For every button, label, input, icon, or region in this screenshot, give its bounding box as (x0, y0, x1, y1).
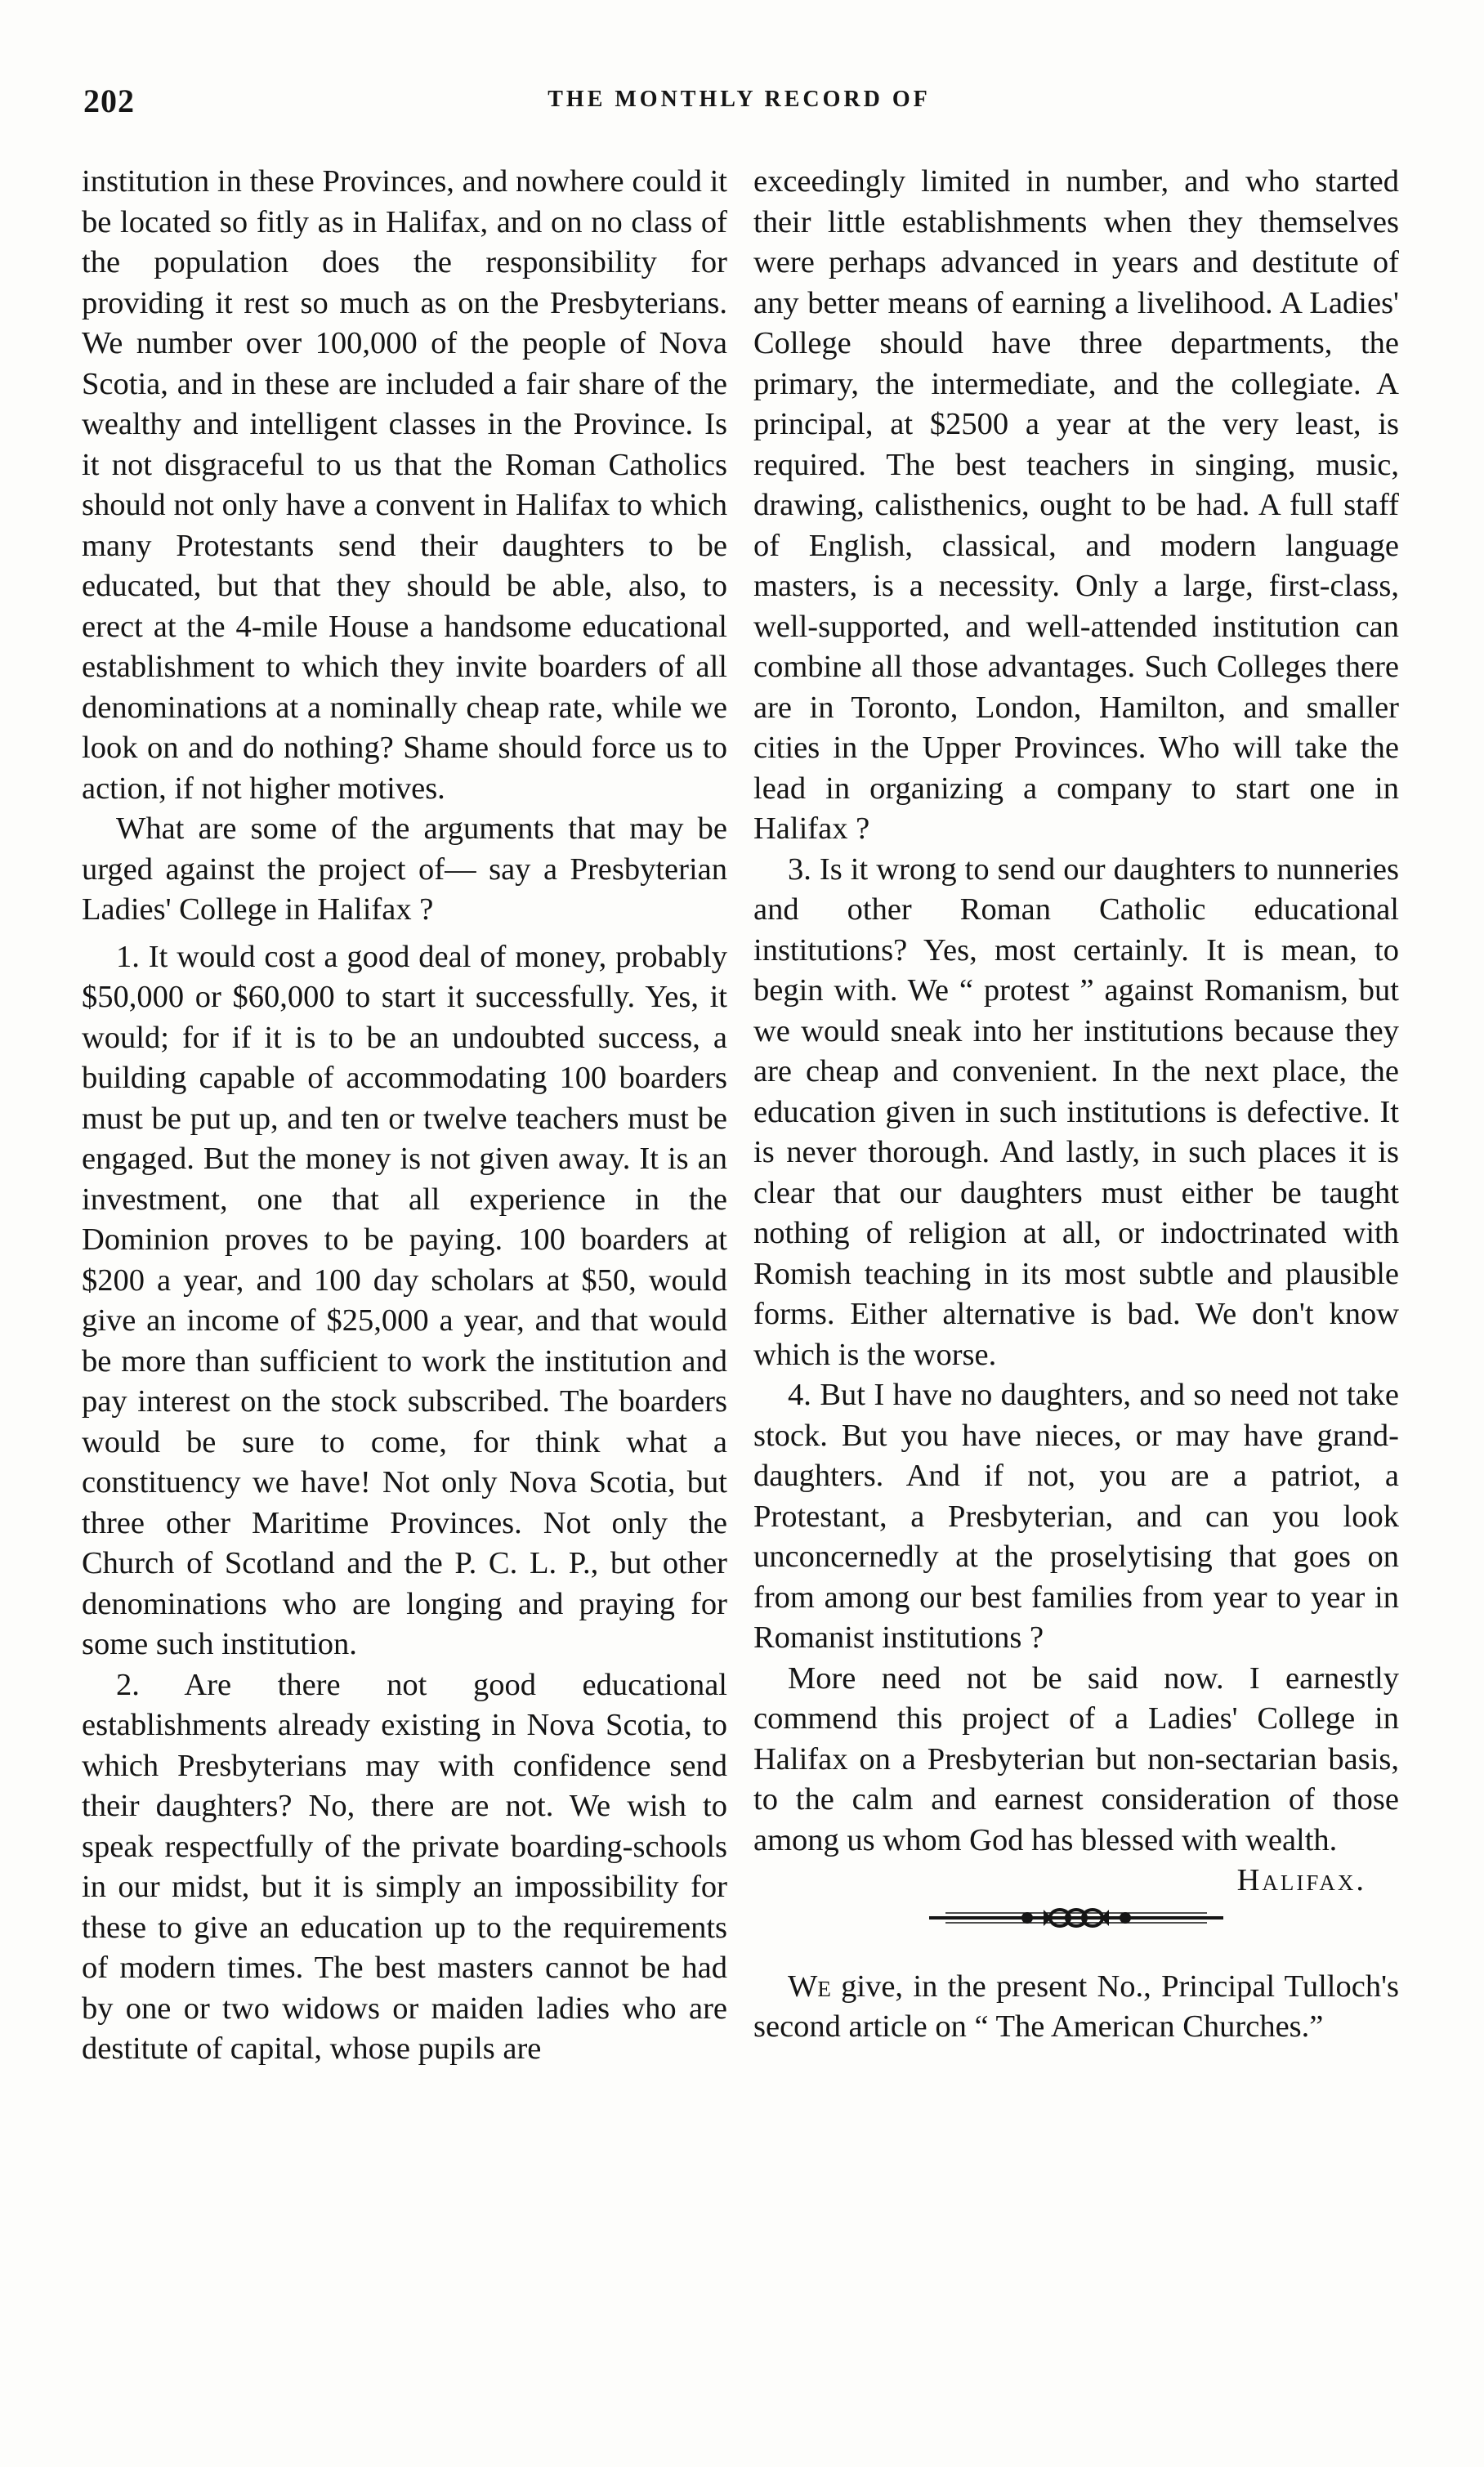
paragraph: institution in these Provinces, and nowhere could it be located so fitly as in Halifax, and on no class of the population does the responsibility for providing it rest so much as on the Presbyterians. We number over 100,000 of the people of Nova Scotia, and in these are included a fair share of the wealthy and intelligent classes in the Province. Is it not disgraceful to us that the Roman Catholics should not only have a convent in Halifax to which many Protestants send their daughters to be educated, but that they should be able, also, to erect at the 4-mile House a handsome educational establishment to which they invite boarders of all denominations at a nominally cheap rate, while we look on and do nothing? Shame should force us to action, if not higher motives. (82, 164, 727, 806)
editor-note (753, 1967, 1399, 2048)
paragraph: 4. But I have no daughters, and so need not take stock. But you have nieces, or may have grand-daughters. And if not, you are a patriot, a Protestant, a Presbyterian, and can you look unconcernedly at the proselytising that goes on from among our best families from year to year in Romanist institutions ? (753, 1378, 1399, 1655)
note-lead: We (788, 1969, 831, 2004)
note-text: give, in the present No., Principal Tulloch's second article on “ The American Churches.” (753, 1969, 1399, 2044)
page-header (83, 82, 1395, 123)
paragraph: exceedingly limited in number, and who started their little establishments when they themselves were perhaps advanced in years and destitute of any better means of earning a livelihood. A Ladies' College should have three departments, the primary, the intermediate, and the collegiate. A principal, at $2500 a year at the very least, is required. The best teachers in singing, music, drawing, calisthenics, ought to be had. A full staff of English, classical, and modern language masters, is a necessity. Only a large, first-class, well-supported, and well-attended institution can combine all those advantages. Such Colleges there are in Toronto, London, Hamilton, and smaller cities in the Upper Provinces. Who will take the lead in organizing a company to start one in Halifax ? (753, 164, 1399, 846)
paragraph (753, 1659, 1399, 1897)
page-number: 202 (83, 83, 135, 119)
paragraph: What are some of the arguments that may be urged against the project of— say a Presbyterian Ladies' College in Halifax ? (82, 811, 727, 927)
paragraph: 2. Are there not good educational establishments already existing in Nova Scotia, to which Presbyterians may with confidence send their daughters? No, there are not. We wish to speak respectfully of the private boarding-schools in our midst, but it is simply an impossibility for these to give an education up to the requirements of modern times. The best masters cannot be had by one or two widows or maiden ladies who are destitute of capital, whose pupils are (82, 1667, 727, 2066)
paragraph-text: More need not be said now. I earnestly commend this project of a Ladies' College in Halifax on a Presbyterian but non-sectarian basis, to the calm and earnest consideration of those among us whom God has blessed with wealth. (753, 1660, 1399, 1857)
paragraph: 1. It would cost a good deal of money, probably $50,000 or $60,000 to start it successfully. Yes, it would; for if it is to be an undoubted success, a building capable of accommodating 100 boarders must be put up, and ten or twelve teachers must be engaged. But the money is not given away. It is an investment, one that all experience in the Dominion proves to be paying. 100 boarders at $200 a year, and 100 day scholars at $50, would give an income of $25,000 a year, and that would be more than sufficient to work the institution and pay interest on the stock subscribed. The boarders would be sure to come, for think what a constituency we have! Not only Nova Scotia, but three other Maritime Provinces. Not only the Church of Scotland and the P. C. L. P., but other denominations who are longing and praying for some such institution. (82, 939, 727, 1661)
paragraph: 3. Is it wrong to send our daughters to nunneries and other Roman Catholic educational institutions? Yes, most certainly. It is mean, to begin with. We “ protest ” against Romanism, but we would sneak into her institutions because they are cheap and convenient. In the next place, the education given in such institutions is defective. It is never thorough. And lastly, in such places it is clear that our daughters must either be taught nothing of religion at all, or indoctrinated with Romish teaching in its most subtle and plausible forms. Either alternative is bad. We don't know which is the worse. (753, 851, 1399, 1372)
running-title: THE MONTHLY RECORD OF (548, 87, 931, 112)
ornamental-rule-icon (823, 1902, 1330, 1934)
left-column (82, 162, 727, 2070)
right-column (753, 162, 1399, 2048)
signature: Halifax. (1236, 1863, 1366, 1897)
